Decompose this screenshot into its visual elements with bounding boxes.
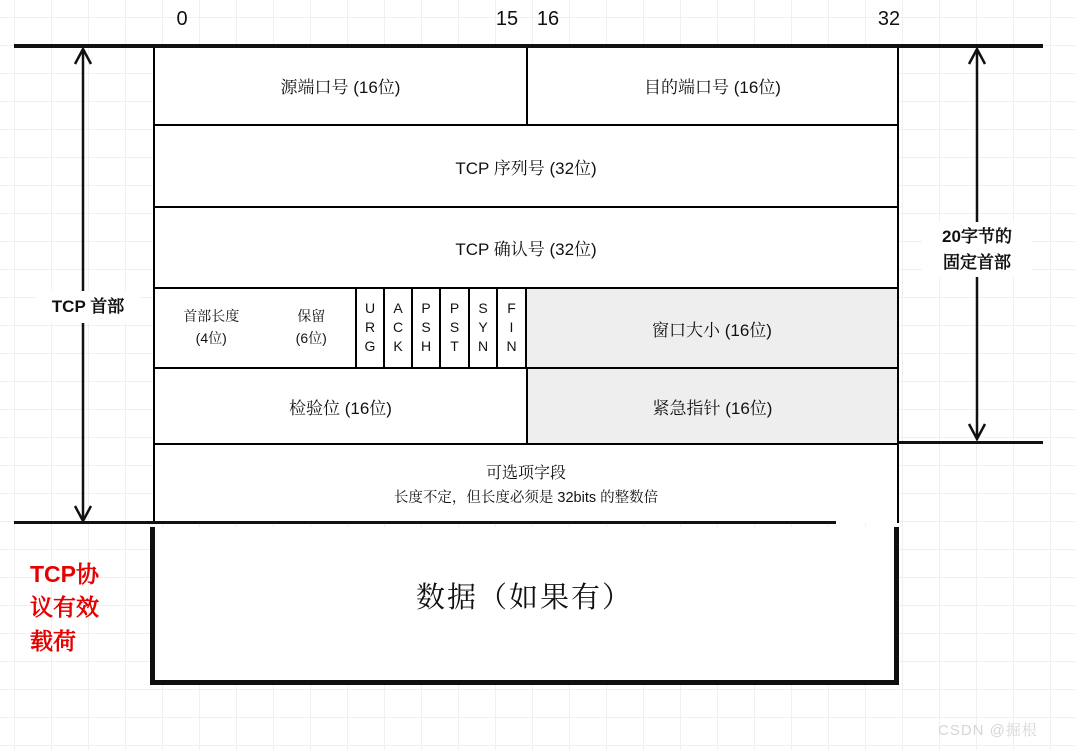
reserved-line1: 保留 [297, 308, 326, 325]
row-sequence [153, 124, 899, 208]
data-box [150, 527, 899, 685]
data-label: 数据（如果有） [415, 580, 633, 614]
ruler-number-15: 15 [495, 8, 519, 30]
fixed-header-line1: 20字节的 [942, 227, 1012, 246]
flag-urg-cell [357, 289, 385, 367]
flag-pst-label: PST [446, 299, 463, 357]
header-len-line2: (4位) [195, 330, 227, 346]
row-checksum [153, 367, 899, 445]
reserved-line2: (6位) [295, 330, 327, 346]
header-len-label [183, 306, 239, 349]
header-len-reserved-cell [155, 289, 357, 367]
flag-fin-label: FIN [503, 299, 520, 357]
flag-ack-label: ACK [390, 299, 406, 357]
csdn-watermark: CSDN @掘根 [938, 722, 1038, 739]
flag-syn-cell [470, 289, 498, 367]
flag-psh-cell [413, 289, 441, 367]
row-flags [153, 287, 899, 369]
sequence-cell: TCP 序列号 (32位) [455, 158, 597, 178]
fixed-header-bottom-rule-line [899, 441, 1043, 444]
payload-line2: 议有效 [30, 594, 99, 621]
options-cell [155, 445, 897, 523]
header-bottom-rule-line [14, 521, 836, 524]
flag-urg-label: URG [362, 299, 378, 357]
urgent-pointer-cell: 紧急指针 (16位) [528, 369, 897, 443]
flag-pst-cell [441, 289, 470, 367]
row-ports [153, 45, 899, 126]
row-ack [153, 206, 899, 289]
reserved-label [296, 306, 327, 349]
tcp-payload-label [30, 558, 99, 658]
flag-ack-cell [385, 289, 413, 367]
flag-syn-label: SYN [475, 299, 491, 357]
tcp-header-extent-arrow [75, 49, 91, 521]
src-port-cell: 源端口号 (16位) [155, 47, 528, 124]
ruler-number-0: 0 [176, 8, 188, 30]
ruler-number-16: 16 [536, 8, 560, 30]
ack-cell: TCP 确认号 (32位) [455, 240, 597, 259]
flag-psh-label: PSH [418, 299, 434, 357]
options-line1: 可选项字段 [485, 464, 566, 482]
options-line2: 长度不定，但长度必须是 32bits 的整数倍 [393, 490, 659, 507]
tcp-header-label: TCP 首部 [36, 291, 140, 323]
flag-fin-cell [498, 289, 527, 367]
fixed-header-line2: 固定首部 [943, 252, 1011, 272]
top-rule-line [14, 44, 1043, 48]
row-options [153, 443, 899, 523]
payload-line3: 载荷 [30, 627, 76, 654]
ruler-number-32: 32 [877, 8, 901, 30]
payload-line1: TCP协 [30, 561, 99, 587]
window-size-cell: 窗口大小 (16位) [527, 289, 897, 367]
checksum-cell: 检验位 (16位) [155, 369, 528, 443]
dst-port-cell: 目的端口号 (16位) [644, 78, 781, 97]
header-len-line1: 首部长度 [183, 308, 240, 325]
fixed-header-label [922, 222, 1032, 277]
